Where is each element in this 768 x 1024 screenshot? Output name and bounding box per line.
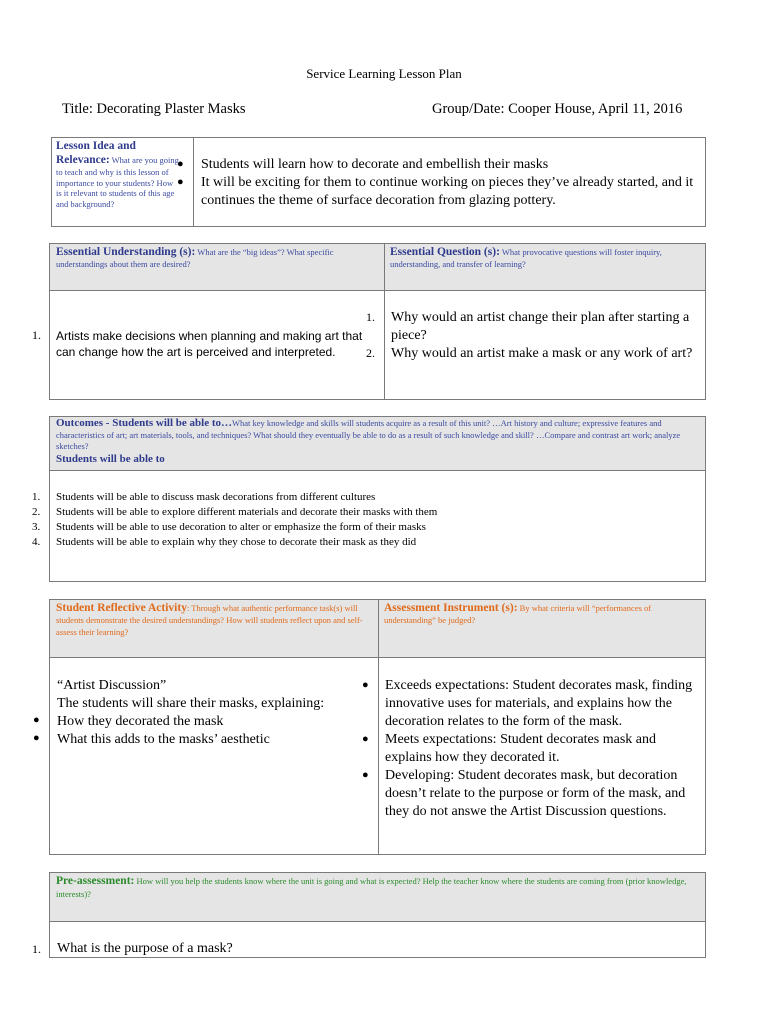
divider — [193, 137, 194, 227]
outcomes-label: Outcomes - Students will be able to… — [56, 417, 232, 429]
assessment-label: Assessment Instrument (s): — [384, 602, 518, 614]
list-number: 4. — [32, 536, 41, 548]
lesson-idea-description: What are you going to teach and why is this lesson of importance to your students? How is it relevant to students of this age and background? — [56, 155, 179, 209]
list-number: 1. — [32, 491, 41, 503]
list-number: 1. — [32, 942, 41, 956]
assessment-label-cell — [384, 602, 700, 626]
pre-assessment-label-cell — [56, 875, 701, 901]
essential-question-label-cell — [390, 246, 700, 270]
essential-question-item: Why would an artist make a mask or any work of art? — [391, 346, 693, 361]
divider — [378, 599, 379, 855]
lesson-idea-label-cell — [56, 139, 180, 209]
list-item — [32, 505, 712, 520]
assessment-item: Meets expectations: Student decorates mask and explains how they decorated it. — [385, 732, 656, 765]
pre-assessment-item: What is the purpose of a mask? — [57, 941, 233, 956]
pre-assessment-label: Pre-assessment: — [56, 875, 135, 887]
bullet-icon: ● — [177, 176, 184, 188]
essential-understanding-label: Essential Understanding (s): — [56, 246, 196, 258]
assessment-description: By what criteria will “performances of understanding” be judged? — [384, 603, 652, 625]
essential-understanding-label-cell — [56, 246, 378, 270]
list-item — [32, 535, 712, 550]
essential-understanding-description: What are the “big ideas”? What specific understandings about them are desired? — [56, 247, 334, 269]
reflective-activity-heading: “Artist Discussion” — [57, 678, 167, 693]
essential-understanding-item: Artists make decisions when planning and making art that can change how the art is perceived and interpreted. — [56, 329, 363, 359]
bullet-icon: ● — [33, 714, 40, 726]
bullet-icon: ● — [362, 679, 369, 691]
essential-question-description: What provocative questions will foster inquiry, understanding, and transfer of learning? — [390, 247, 662, 269]
reflective-activity-label: Student Reflective Activity — [56, 602, 187, 614]
reflective-activity-label-cell — [56, 602, 372, 638]
outcome-text: Students will be able to explore different materials and decorate their masks with them — [56, 506, 438, 518]
lesson-idea-label: Lesson Idea and Relevance: — [56, 140, 136, 166]
group-date: Group/Date: Cooper House, April 11, 2016 — [432, 101, 683, 117]
lesson-idea-item: Students will learn how to decorate and embellish their masks — [201, 157, 549, 172]
bullet-icon: ● — [177, 158, 184, 170]
reflective-activity-intro: The students will share their masks, explaining: — [57, 696, 325, 711]
bullet-icon: ● — [33, 732, 40, 744]
assessment-item: Developing: Student decorates mask, but decoration doesn’t relate to the purpose or form of the mask, and they do not answe the Artist Discussion questions. — [385, 768, 686, 819]
list-number: 1. — [366, 310, 375, 324]
pre-assessment-description: How will you help the students know where the unit is going and what is expected? Help the teacher know where the students are coming from (prior knowledge, interests)? — [56, 876, 687, 899]
divider — [384, 243, 385, 400]
lesson-idea-item: It will be exciting for them to continue working on pieces they’ve already started, and it continues the theme of surface decoration from glazing pottery. — [201, 175, 694, 208]
list-number: 2. — [366, 346, 375, 360]
outcome-text: Students will be able to use decoration to alter or emphasize the form of their masks — [56, 521, 426, 533]
assessment-item: Exceeds expectations: Student decorates mask, finding innovative uses for materials, and explains how the decoration relates to the form of the mask. — [385, 678, 693, 729]
bullet-icon: ● — [362, 769, 369, 781]
outcome-text: Students will be able to explain why they chose to decorate their mask as they did — [56, 536, 417, 548]
divider — [49, 470, 706, 471]
essential-question-label: Essential Question (s): — [390, 246, 500, 258]
divider — [49, 921, 706, 922]
divider — [49, 290, 706, 291]
outcomes-label-cell — [56, 418, 701, 466]
bullet-icon: ● — [362, 733, 369, 745]
lesson-title: Title: Decorating Plaster Masks — [62, 101, 246, 117]
reflective-activity-item: How they decorated the mask — [57, 714, 224, 729]
outcomes-description: What key knowledge and skills will students acquire as a result of this unit? …Art history and culture; expressive features and characteristics of art; art materials, tools, and techniques? What should they eventually be able to do as a result of such knowledge and skill? …Compare and contrast art work; analyze sketches? — [56, 418, 681, 451]
list-item — [32, 520, 712, 535]
outcomes-list — [32, 490, 712, 550]
reflective-activity-description: : Through what authentic performance task(s) will students demonstrate the desired understandings? How will students reflect upon and self-assess their learning? — [56, 603, 363, 637]
list-number: 3. — [32, 521, 41, 533]
reflective-activity-item: What this adds to the masks’ aesthetic — [57, 732, 270, 747]
list-number: 2. — [32, 506, 41, 518]
list-number: 1. — [32, 328, 41, 342]
outcome-text: Students will be able to discuss mask decorations from different cultures — [56, 491, 376, 503]
list-item — [32, 490, 712, 505]
document-title: Service Learning Lesson Plan — [306, 66, 462, 81]
outcomes-sublabel: Students will be able to — [56, 452, 165, 465]
essential-question-item: Why would an artist change their plan after starting a piece? — [391, 310, 690, 343]
